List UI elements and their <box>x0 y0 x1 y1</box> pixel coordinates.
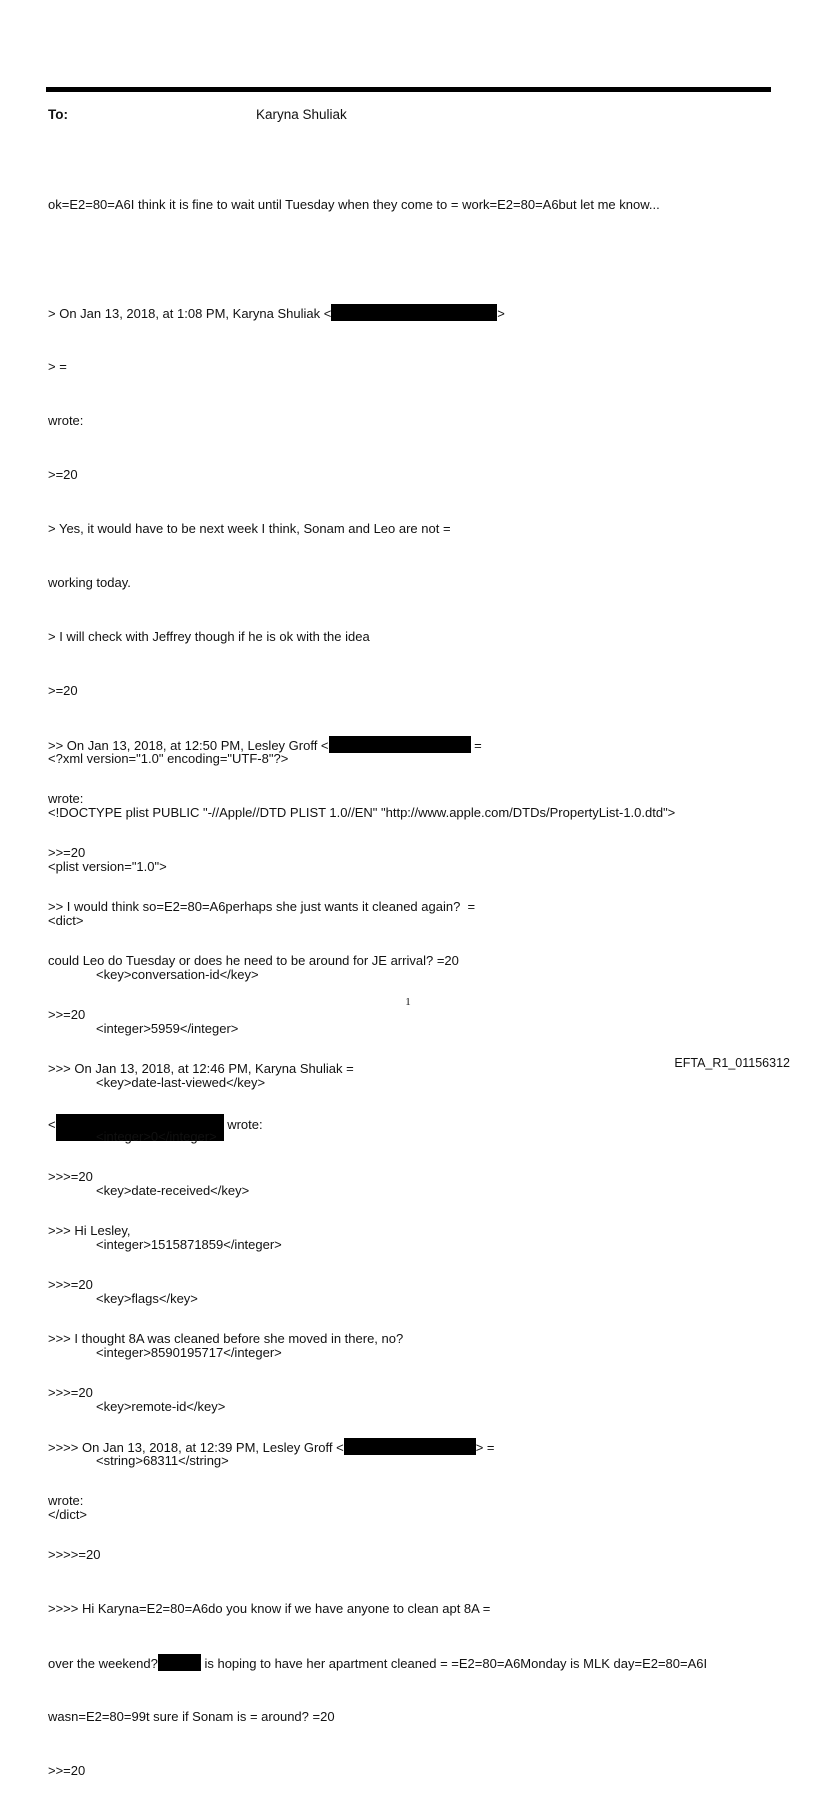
header-rule <box>46 87 771 92</box>
xml-line: <key>date-received</key> <box>96 1183 250 1198</box>
quote-line: >>=20 <box>48 1007 86 1022</box>
quote-line: >>>> Hi Karyna=E2=80=A6do you know if we have anyone to clean apt 8A = <box>48 1601 491 1616</box>
page-number: 1 <box>405 996 411 1008</box>
bates-number: EFTA_R1_01156312 <box>674 1056 790 1070</box>
quote-line: over the weekend? is hoping to have her apartment cleaned = =E2=80=A6Monday is MLK day=E2=80=A6I <box>48 1656 708 1671</box>
quote-line: < wrote: <box>48 1114 788 1132</box>
quote-line: wrote: <box>48 791 84 806</box>
quote-line: >> I would think so=E2=80=A6perhaps she just wants it cleaned again? = <box>48 899 476 914</box>
quote-line: wasn=E2=80=99t sure if Sonam is = around? =20 <box>48 1709 335 1724</box>
quote-line: >=20 <box>48 683 78 698</box>
quote-line: >>>=20 <box>48 1169 93 1184</box>
xml-line: <dict> <box>48 913 84 928</box>
xml-line: <key>date-last-viewed</key> <box>96 1075 266 1090</box>
quote-line: >>=20 <box>48 1763 86 1778</box>
quote-line: >>> I thought 8A was cleaned before she moved in there, no? <box>48 1331 404 1346</box>
plist-xml-block <box>48 714 675 1542</box>
quote-line: working today. <box>48 575 131 590</box>
xml-line: <plist version="1.0"> <box>48 859 167 874</box>
xml-line: <string>68311</string> <box>96 1453 229 1468</box>
quote-line: > I will check with Jeffrey though if he is ok with the idea <box>48 629 370 644</box>
xml-line: <?xml version="1.0" encoding="UTF-8"?> <box>48 751 289 766</box>
quote-line: > On Jan 13, 2018, at 1:08 PM, Karyna Shuliak < > <box>48 306 505 321</box>
redaction-box <box>158 1654 201 1671</box>
quote-line: >>>=20 <box>48 1385 93 1400</box>
to-label: To: <box>48 107 68 122</box>
quote-line: > = <box>48 359 67 374</box>
xml-line: <!DOCTYPE plist PUBLIC "-//Apple//DTD PLIST 1.0//EN" "http://www.apple.com/DTDs/PropertyList-1.0.dtd"> <box>48 805 676 820</box>
quote-line: wrote: <box>48 413 84 428</box>
quote-line: >>>> On Jan 13, 2018, at 12:39 PM, Lesley Groff < > = <box>48 1440 495 1455</box>
to-recipient: Karyna Shuliak <box>256 107 347 122</box>
xml-line: <integer>5959</integer> <box>96 1021 239 1036</box>
xml-line: <key>flags</key> <box>96 1291 198 1306</box>
quote-line: >=20 <box>48 467 78 482</box>
xml-line: <key>conversation-id</key> <box>96 967 259 982</box>
xml-line: </dict> <box>48 1507 88 1522</box>
quote-line: >>=20 <box>48 845 86 860</box>
xml-line: <integer>8590195717</integer> <box>96 1345 282 1360</box>
quote-line: >>> On Jan 13, 2018, at 12:46 PM, Karyna Shuliak = <box>48 1061 354 1076</box>
quote-line: >>>>=20 <box>48 1547 101 1562</box>
quote-line: >>> Hi Lesley, <box>48 1223 131 1238</box>
quote-line: > Yes, it would have to be next week I think, Sonam and Leo are not = <box>48 521 451 536</box>
quote-line: >> On Jan 13, 2018, at 12:50 PM, Lesley Groff < = <box>48 738 482 753</box>
xml-line: <integer>0</integer> <box>96 1129 217 1144</box>
email-opening-line: ok=E2=80=A6I think it is fine to wait until Tuesday when they come to = work=E2=80=A6but let me know... <box>48 197 660 212</box>
quote-line: wrote: <box>48 1493 84 1508</box>
quote-line: could Leo do Tuesday or does he need to be around for JE arrival? =20 <box>48 953 459 968</box>
xml-line: <integer>1515871859</integer> <box>96 1237 282 1252</box>
quote-line: >>>=20 <box>48 1277 93 1292</box>
xml-line: <key>remote-id</key> <box>96 1399 226 1414</box>
redaction-box <box>331 304 497 321</box>
